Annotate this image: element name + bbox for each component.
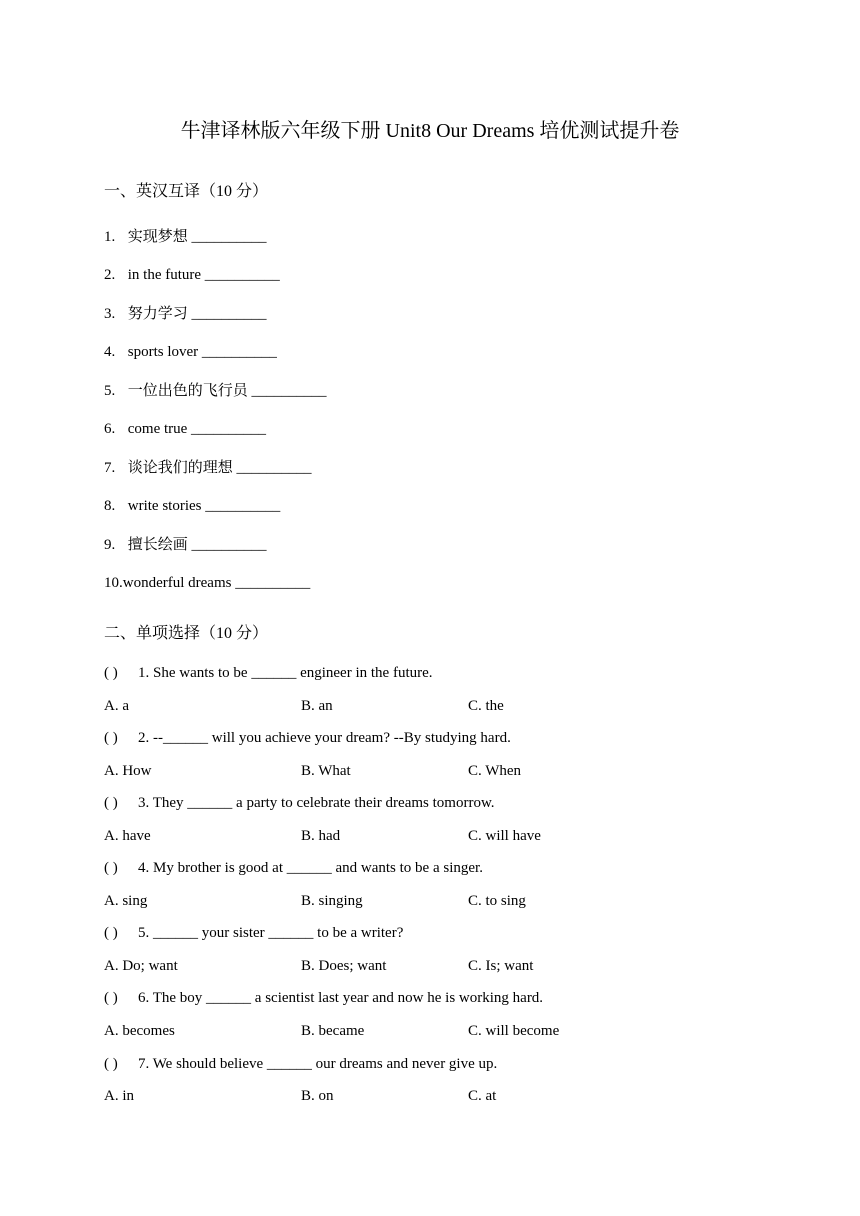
- question-text: 4. My brother is good at ______ and wants to be a singer.: [138, 860, 483, 876]
- option-c: C. When: [468, 763, 522, 779]
- option-b: B. an: [301, 698, 333, 714]
- question: [104, 922, 403, 944]
- item-text: 实现梦想 __________: [127, 229, 267, 245]
- list-item: [104, 418, 266, 440]
- item-text: wonderful dreams __________: [122, 575, 311, 591]
- option-c: C. at: [468, 1088, 497, 1104]
- item-number: 10.: [104, 575, 123, 591]
- option-c: C. to sing: [468, 893, 526, 909]
- question-text: 6. The boy ______ a scientist last year and now he is working hard.: [138, 990, 544, 1006]
- option-a: A. becomes: [104, 1023, 175, 1039]
- option-row: [104, 1020, 804, 1042]
- option-b: B. became: [301, 1023, 365, 1039]
- item-text: 擅长绘画 __________: [127, 537, 267, 553]
- section-heading-translation: 一、英汉互译（10 分）: [104, 183, 269, 200]
- item-number: 9.: [104, 537, 116, 553]
- item-number: 3.: [104, 306, 116, 322]
- item-number: 8.: [104, 498, 116, 514]
- item-number: 7.: [104, 460, 116, 476]
- option-c: C. Is; want: [468, 958, 534, 974]
- section-heading-multiple-choice: 二、单项选择（10 分）: [104, 625, 269, 642]
- answer-blank: ( ): [104, 730, 118, 746]
- page-title: 牛津译林版六年级下册 Unit8 Our Dreams 培优测试提升卷: [180, 120, 680, 142]
- option-row: [104, 825, 804, 847]
- option-b: B. singing: [301, 893, 363, 909]
- question: [104, 727, 511, 749]
- question: [104, 662, 433, 684]
- item-text: 谈论我们的理想 __________: [127, 460, 312, 476]
- item-text: 一位出色的飞行员 __________: [127, 383, 327, 399]
- option-a: A. sing: [104, 893, 148, 909]
- item-number: 2.: [104, 267, 116, 283]
- option-c: C. will have: [468, 828, 541, 844]
- answer-blank: ( ): [104, 990, 118, 1006]
- question-text: 1. She wants to be ______ engineer in the future.: [138, 665, 433, 681]
- list-item: [104, 341, 277, 363]
- list-item: [104, 572, 310, 594]
- list-item: [104, 380, 327, 402]
- option-row: [104, 695, 804, 717]
- option-a: A. in: [104, 1088, 134, 1104]
- option-c: C. will become: [468, 1023, 560, 1039]
- option-row: [104, 890, 804, 912]
- list-item: [104, 457, 312, 479]
- option-a: A. How: [104, 763, 152, 779]
- option-row: [104, 955, 804, 977]
- question: [104, 792, 495, 814]
- option-b: B. had: [301, 828, 341, 844]
- question: [104, 857, 483, 879]
- item-number: 5.: [104, 383, 116, 399]
- option-a: A. a: [104, 698, 129, 714]
- list-item: [104, 226, 267, 248]
- option-b: B. What: [301, 763, 351, 779]
- item-text: sports lover __________: [127, 344, 277, 360]
- question: [104, 987, 543, 1009]
- item-text: in the future __________: [127, 267, 280, 283]
- item-number: 4.: [104, 344, 116, 360]
- option-b: B. Does; want: [301, 958, 387, 974]
- answer-blank: ( ): [104, 925, 118, 941]
- option-row: [104, 760, 804, 782]
- answer-blank: ( ): [104, 860, 118, 876]
- list-item: [104, 303, 267, 325]
- item-number: 1.: [104, 229, 116, 245]
- list-item: [104, 534, 267, 556]
- item-text: write stories __________: [127, 498, 281, 514]
- list-item: [104, 264, 280, 286]
- option-b: B. on: [301, 1088, 334, 1104]
- answer-blank: ( ): [104, 795, 118, 811]
- option-a: A. Do; want: [104, 958, 178, 974]
- option-row: [104, 1085, 804, 1107]
- option-c: C. the: [468, 698, 504, 714]
- question-text: 5. ______ your sister ______ to be a writer?: [138, 925, 404, 941]
- question: [104, 1053, 497, 1075]
- item-text: come true __________: [127, 421, 267, 437]
- question-text: 2. --______ will you achieve your dream? --By studying hard.: [138, 730, 511, 746]
- answer-blank: ( ): [104, 665, 118, 681]
- question-text: 3. They ______ a party to celebrate their dreams tomorrow.: [138, 795, 495, 811]
- question-text: 7. We should believe ______ our dreams and never give up.: [138, 1056, 498, 1072]
- answer-blank: ( ): [104, 1056, 118, 1072]
- item-number: 6.: [104, 421, 116, 437]
- list-item: [104, 495, 280, 517]
- option-a: A. have: [104, 828, 151, 844]
- item-text: 努力学习 __________: [127, 306, 267, 322]
